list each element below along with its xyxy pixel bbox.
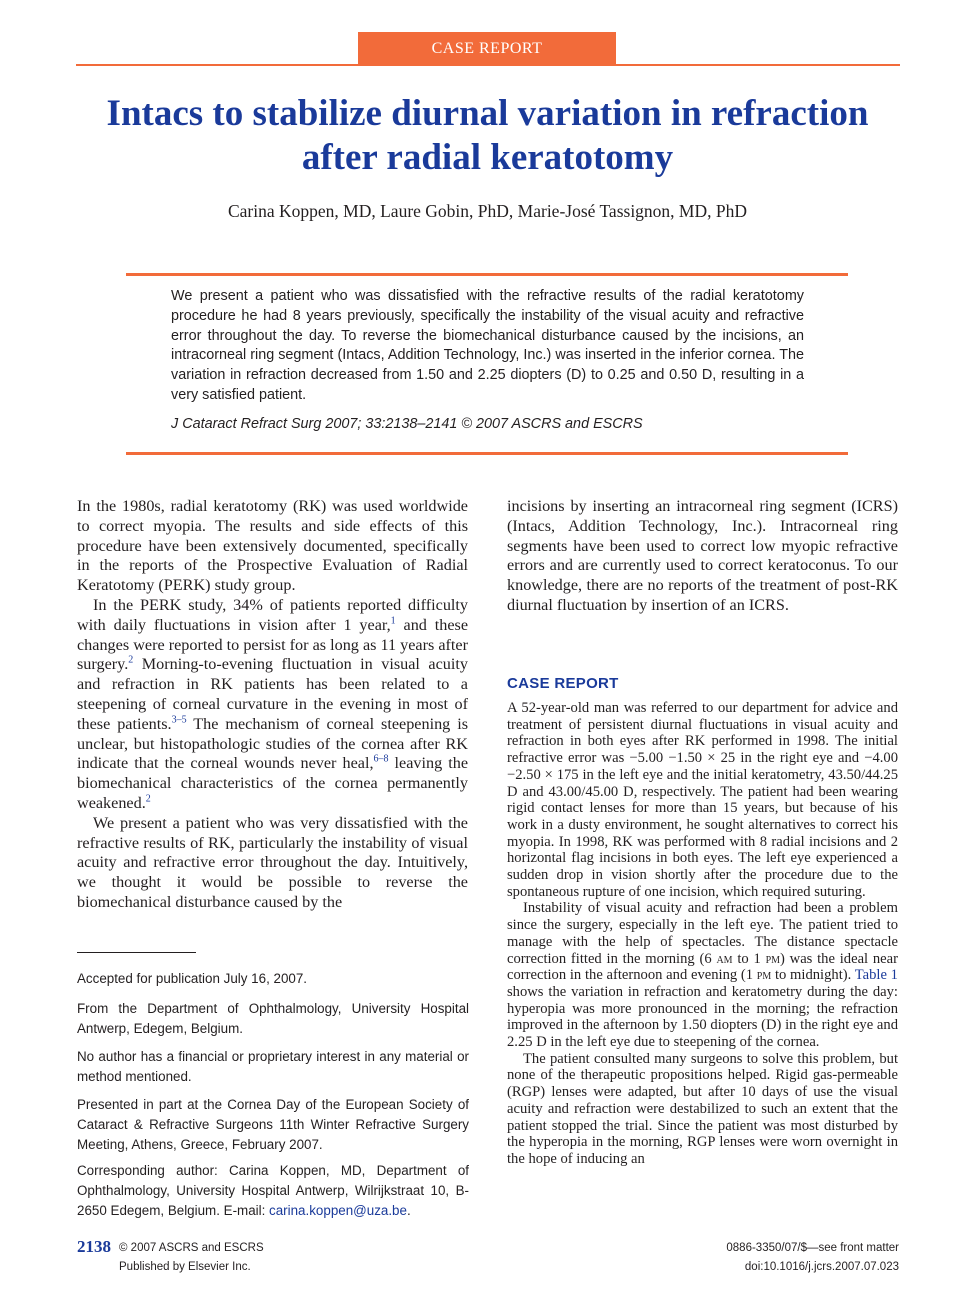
- title-line-2: after radial keratotomy: [301, 137, 674, 178]
- time-unit: pm: [756, 967, 772, 984]
- left-column: [77, 497, 468, 913]
- case-paragraph-1: A 52-year-old man was referred to our department for advice and treatment of persistent diurnal fluctuations in visual acuity and refraction in both eyes after RK performed in 1998. The initial refractive error was −5.00 −1.50 × 25 in the right eye and −4.00 −2.50 × 175 in the left eye and the initial keratometry, 43.50/44.25 D and 43.00/45.00 D, respectively. The patient had been wearing rigid contact lenses for more than 15 years, but because of his work in a dusty environment, he sought alternatives to correct his myopia. In 1998, RK was performed with 8 radial incisions and 2 horizontal flag incisions in both eyes. The left eye experienced a sudden drop in vision shortly after the procedure due to the spontaneous rupture of one incision, which required suturing.: [507, 700, 898, 900]
- text-span: leaving the biomechanical characteristics of the cornea permanently weakened.: [77, 754, 469, 812]
- footer-issn: 0886-3350/07/$—see front matter: [726, 1242, 899, 1254]
- right-column-intro: [507, 497, 898, 616]
- time-unit: pm: [765, 950, 781, 967]
- text-span: to 1: [737, 950, 761, 967]
- footnote-rule: [77, 952, 196, 953]
- footer-publisher: Published by Elsevier Inc.: [119, 1261, 251, 1273]
- reference-link[interactable]: 1: [390, 615, 396, 627]
- table-1-link[interactable]: Table 1: [854, 967, 898, 984]
- text-span: to midnight).: [771, 967, 852, 984]
- abstract-bottom-rule: [126, 452, 848, 455]
- intro-continued: incisions by inserting an intracorneal ring segment (ICRS) (Intacs, Addition Technology, Inc.). Intracorneal ring segments have been used to correct low myopic refractive errors and are currently used to correct keratoconus. To our knowledge, there are no reports of the treatment of post-RK diurnal fluctuation by insertion of an ICRS.: [507, 497, 898, 614]
- intro-paragraph-2: [77, 596, 468, 814]
- footnote-affiliation: From the Department of Ophthalmology, University Hospital Antwerp, Edegem, Belgium.: [77, 1001, 469, 1036]
- text-span: In the PERK study, 34% of patients reported difficulty with daily fluctuations in vision after 1 year,: [77, 595, 468, 634]
- author-list: Carina Koppen, MD, Laure Gobin, PhD, Marie-José Tassignon, MD, PhD: [227, 201, 748, 221]
- abstract-top-rule: [126, 273, 848, 276]
- text-span: ) was the ideal near correction in the afternoon and evening (1: [507, 950, 898, 984]
- header-rule: [76, 64, 900, 66]
- page-number: 2138: [77, 1237, 111, 1256]
- text-span: and these changes were reported to persist for as long as 11 years after surgery.: [77, 615, 468, 674]
- reference-link[interactable]: 2: [128, 654, 134, 666]
- case-report-heading: CASE REPORT: [507, 675, 619, 692]
- intro-paragraph-3: We present a patient who was very dissatisfied with the refractive results of RK, particularly the instability of visual acuity and refractive error throughout the day. Intuitively, we thought it would be possible to reverse the biomechanical disturbance caused by the: [77, 813, 468, 911]
- case-paragraph-2: [507, 900, 898, 1050]
- footer-copyright: © 2007 ASCRS and ESCRS: [119, 1242, 264, 1254]
- section-label: CASE REPORT: [358, 32, 616, 65]
- right-column-case: [507, 700, 898, 1168]
- text-span: shows the variation in refraction and keratometry during the day: hyperopia was more pronounced in the morning; the refraction improved in the afternoon by 1.50 diopters (D) in the right eye and 2.25 D in the left eye due to steepening of the cornea.: [507, 983, 898, 1051]
- reference-link[interactable]: 6–8: [373, 753, 389, 765]
- footer-doi: doi:10.1016/j.jcrs.2007.07.023: [744, 1261, 899, 1273]
- email-link[interactable]: carina.koppen@uza.be: [269, 1202, 407, 1218]
- footnote-disclosure: No author has a financial or proprietary interest in any material or method mentioned.: [77, 1049, 469, 1084]
- citation: J Cataract Refract Surg 2007; 33:2138–2141 © 2007 ASCRS and ESCRS: [171, 416, 643, 432]
- text-span: Morning-to-evening fluctuation in visual acuity and refraction in RK patients has been related to a steepening of corneal curvature in the evening in most of these patients.: [77, 655, 468, 733]
- text-span: .: [406, 1202, 411, 1218]
- text-span: Instability of visual acuity and refraction had been a problem since the surgery, especially in the left eye. The patient tried to manage with the help of spectacles. The distance spectacle correction fitted in the morning (6: [507, 900, 898, 967]
- reference-link[interactable]: 3–5: [171, 714, 187, 726]
- footnote-presented: Presented in part at the Cornea Day of the European Society of Cataract & Refractive Surgeons 11th Winter Refractive Surgery Meeting, Athens, Greece, February 2007.: [77, 1097, 469, 1152]
- footnote-corresponding: [77, 1161, 469, 1220]
- case-paragraph-3: The patient consulted many surgeons to solve this problem, but none of the therapeutic propositions helped. Rigid gas-permeable (RGP) lenses were adapted, but after 10 days of use the visual acuity and refraction were destabilized to such an extent that the patient stopped the trial. Since the patient was most disturbed by the hyperopia in the morning, RGP lenses were worn overnight in the hope of inducing an: [507, 1050, 898, 1167]
- intro-paragraph-1: In the 1980s, radial keratotomy (RK) was used worldwide to correct myopia. The results and side effects of this procedure have been extensively documented, specifically in the reports of the Prospective Evaluation of Radial Keratotomy (PERK) study group.: [77, 497, 468, 595]
- text-span: The mechanism of corneal steepening is unclear, but histopathologic studies of the cornea after RK indicate that the corneal wounds never heal,: [77, 714, 469, 773]
- footnote-accepted: Accepted for publication July 16, 2007.: [77, 971, 308, 986]
- abstract: We present a patient who was dissatisfied with the refractive results of the radial keratotomy procedure he had 8 years previously, specifically the instability of the visual acuity and refractive error throughout the day. To reverse the biomechanical disturbance caused by the incisions, an intracorneal ring segment (Intacs, Addition Technology, Inc.) was inserted in the inferior cornea. The variation in refraction decreased from 1.50 and 2.25 diopters (D) to 0.25 and 0.50 D, resulting in a very satisfied patient.: [171, 288, 804, 403]
- text-span: Corresponding author: Carina Koppen, MD, Department of Ophthalmology, University Hospital Antwerp, Wilrijkstraat 10, B-2650 Edegem, Belgium. E-mail:: [77, 1163, 469, 1218]
- reference-link[interactable]: 2: [145, 793, 151, 805]
- article-title: [60, 92, 915, 180]
- title-line-1: Intacs to stabilize diurnal variation in refraction: [106, 93, 869, 134]
- time-unit: am: [716, 950, 733, 967]
